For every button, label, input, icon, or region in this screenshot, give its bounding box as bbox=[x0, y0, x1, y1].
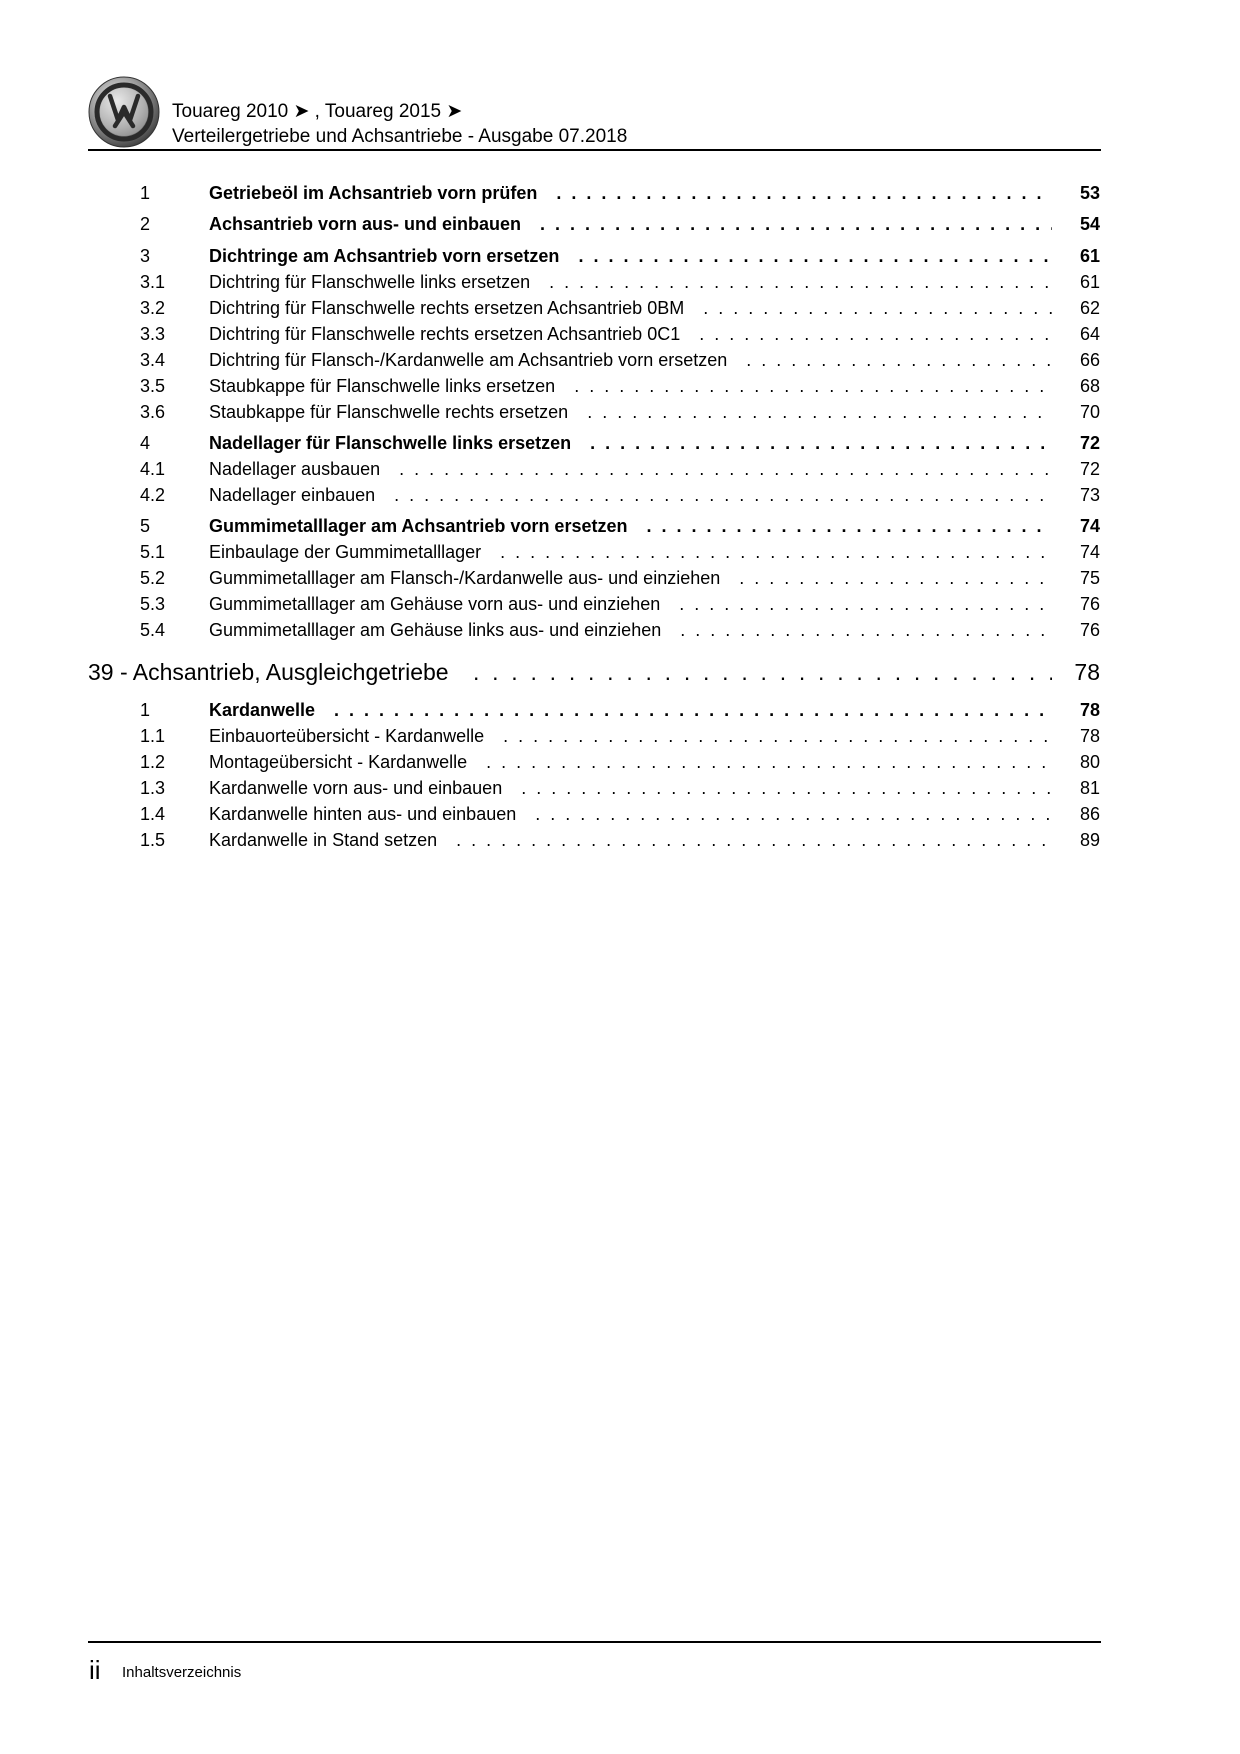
toc-entry-title: Dichtring für Flansch-/Kardanwelle am Achsantrieb vorn ersetzen bbox=[209, 350, 741, 370]
toc-entry[interactable] bbox=[0, 400, 1240, 424]
toc-entry-number: 3.4 bbox=[140, 350, 166, 370]
toc-entry[interactable] bbox=[0, 431, 1240, 455]
toc-entry-page: 72 bbox=[1079, 459, 1100, 479]
toc-entry[interactable] bbox=[0, 724, 1240, 748]
toc-entry-number: 1 bbox=[140, 183, 151, 203]
toc-entry-page: 70 bbox=[1079, 402, 1100, 422]
toc-entry[interactable] bbox=[0, 244, 1240, 268]
toc-entry-page: 80 bbox=[1079, 752, 1100, 772]
toc-entry-number: 1.4 bbox=[140, 804, 166, 824]
toc-entry-title: Dichtring für Flanschwelle rechts ersetzen Achsantrieb 0BM bbox=[209, 298, 698, 318]
toc-entry-title: Kardanwelle in Stand setzen bbox=[209, 830, 451, 850]
toc-entry[interactable] bbox=[0, 566, 1240, 590]
footer-divider bbox=[88, 1641, 1101, 1643]
header-document-title: Verteilergetriebe und Achsantriebe - Ausgabe 07.2018 bbox=[172, 126, 628, 147]
toc-entry-title: Einbaulage der Gummimetalllager bbox=[209, 542, 495, 562]
toc-entry[interactable] bbox=[0, 322, 1240, 346]
toc-entry-title: Einbauorteübersicht - Kardanwelle bbox=[209, 726, 498, 746]
toc-entry-page: 54 bbox=[1079, 214, 1100, 234]
toc-entry-page: 81 bbox=[1079, 778, 1100, 798]
toc-entry-page: 68 bbox=[1079, 376, 1100, 396]
toc-entry-page: 72 bbox=[1079, 433, 1100, 453]
toc-entry[interactable] bbox=[0, 514, 1240, 538]
toc-entry-number: 3.6 bbox=[140, 402, 166, 422]
toc-entry-title: Gummimetalllager am Gehäuse vorn aus- und einziehen bbox=[209, 594, 674, 614]
toc-entry[interactable] bbox=[0, 348, 1240, 372]
toc-entry-number: 1.1 bbox=[140, 726, 166, 746]
toc-entry-page: 74 bbox=[1079, 542, 1100, 562]
toc-entry[interactable] bbox=[0, 457, 1240, 481]
toc-entry-number: 5 bbox=[140, 516, 151, 536]
toc-entry-title: Gummimetalllager am Flansch-/Kardanwelle aus- und einziehen bbox=[209, 568, 734, 588]
toc-entry[interactable] bbox=[0, 592, 1240, 616]
toc-entry-page: 75 bbox=[1079, 568, 1100, 588]
toc-entry[interactable] bbox=[0, 374, 1240, 398]
toc-entry-title: Gummimetalllager am Achsantrieb vorn ersetzen bbox=[209, 516, 641, 536]
toc-entry[interactable] bbox=[0, 270, 1240, 294]
toc-entry-number: 3 bbox=[140, 246, 151, 266]
toc-entry-title: Kardanwelle bbox=[209, 700, 329, 720]
toc-entry-title: Gummimetalllager am Gehäuse links aus- und einziehen bbox=[209, 620, 675, 640]
toc-entry-page: 64 bbox=[1079, 324, 1100, 344]
toc-entry-title: Achsantrieb vorn aus- und einbauen bbox=[209, 214, 535, 234]
toc-entry-number: 1.2 bbox=[140, 752, 166, 772]
toc-entry-title: Dichtring für Flanschwelle rechts ersetzen Achsantrieb 0C1 bbox=[209, 324, 694, 344]
toc-entry[interactable] bbox=[0, 776, 1240, 800]
toc-entry-number: 4.2 bbox=[140, 485, 166, 505]
toc-entry-page: 62 bbox=[1079, 298, 1100, 318]
toc-entry-title: Dichtring für Flanschwelle links ersetzen bbox=[209, 272, 544, 292]
toc-chapter-heading[interactable] bbox=[0, 657, 1240, 687]
toc-entry-number: 5.1 bbox=[140, 542, 166, 562]
toc-chapter-title: 39 - Achsantrieb, Ausgleichgetriebe bbox=[88, 659, 467, 685]
toc-entry[interactable] bbox=[0, 181, 1240, 205]
toc-entry-title: Nadellager für Flanschwelle links ersetzen bbox=[209, 433, 585, 453]
toc-entry-number: 2 bbox=[140, 214, 151, 234]
toc-entry-number: 3.3 bbox=[140, 324, 166, 344]
toc-entry-number: 1 bbox=[140, 700, 151, 720]
toc-entry-number: 3.5 bbox=[140, 376, 166, 396]
toc-entry-number: 1.5 bbox=[140, 830, 166, 850]
toc-entry-title: Montageübersicht - Kardanwelle bbox=[209, 752, 481, 772]
toc-entry-page: 76 bbox=[1079, 620, 1100, 640]
toc-entry-page: 53 bbox=[1079, 183, 1100, 203]
toc-chapter-page: 78 bbox=[1074, 659, 1100, 685]
toc-entry[interactable] bbox=[0, 296, 1240, 320]
toc-entry-page: 73 bbox=[1079, 485, 1100, 505]
toc-entry-title: Getriebeöl im Achsantrieb vorn prüfen bbox=[209, 183, 551, 203]
toc-entry-number: 1.3 bbox=[140, 778, 166, 798]
toc-entry[interactable] bbox=[0, 698, 1240, 722]
footer-page-number: ii bbox=[89, 1655, 101, 1685]
toc-entry-page: 66 bbox=[1079, 350, 1100, 370]
toc-entry-number: 3.1 bbox=[140, 272, 166, 292]
toc-entry-number: 3.2 bbox=[140, 298, 166, 318]
toc-entry-page: 76 bbox=[1079, 594, 1100, 614]
toc-entry-number: 5.2 bbox=[140, 568, 166, 588]
toc-entry-number: 4 bbox=[140, 433, 151, 453]
toc-entry-title: Nadellager einbauen bbox=[209, 485, 389, 505]
toc-entry[interactable] bbox=[0, 540, 1240, 564]
toc-entry-page: 78 bbox=[1079, 700, 1100, 720]
toc-entry-page: 61 bbox=[1079, 272, 1100, 292]
toc-entry[interactable] bbox=[0, 618, 1240, 642]
toc-entry-page: 89 bbox=[1079, 830, 1100, 850]
toc-entry-title: Dichtringe am Achsantrieb vorn ersetzen bbox=[209, 246, 573, 266]
toc-entry-page: 74 bbox=[1079, 516, 1100, 536]
toc-entry-title: Kardanwelle vorn aus- und einbauen bbox=[209, 778, 516, 798]
toc-entry-title: Kardanwelle hinten aus- und einbauen bbox=[209, 804, 530, 824]
header-divider bbox=[88, 149, 1101, 151]
toc-entry-number: 5.3 bbox=[140, 594, 166, 614]
toc-entry[interactable] bbox=[0, 802, 1240, 826]
toc-entry-page: 61 bbox=[1079, 246, 1100, 266]
toc-entry-title: Nadellager ausbauen bbox=[209, 459, 394, 479]
header-vehicle-models: Touareg 2010 ➤ , Touareg 2015 ➤ bbox=[172, 101, 463, 122]
toc-entry[interactable] bbox=[0, 212, 1240, 236]
toc-entry-number: 4.1 bbox=[140, 459, 166, 479]
toc-entry[interactable] bbox=[0, 750, 1240, 774]
vw-logo-icon bbox=[88, 76, 160, 148]
toc-entry-page: 78 bbox=[1079, 726, 1100, 746]
toc-entry-page: 86 bbox=[1079, 804, 1100, 824]
toc-entry-number: 5.4 bbox=[140, 620, 166, 640]
toc-entry[interactable] bbox=[0, 828, 1240, 852]
toc-entry-title: Staubkappe für Flanschwelle links ersetzen bbox=[209, 376, 569, 396]
footer-section-label: Inhaltsverzeichnis bbox=[122, 1664, 242, 1681]
toc-entry[interactable] bbox=[0, 483, 1240, 507]
toc-entry-title: Staubkappe für Flanschwelle rechts ersetzen bbox=[209, 402, 582, 422]
